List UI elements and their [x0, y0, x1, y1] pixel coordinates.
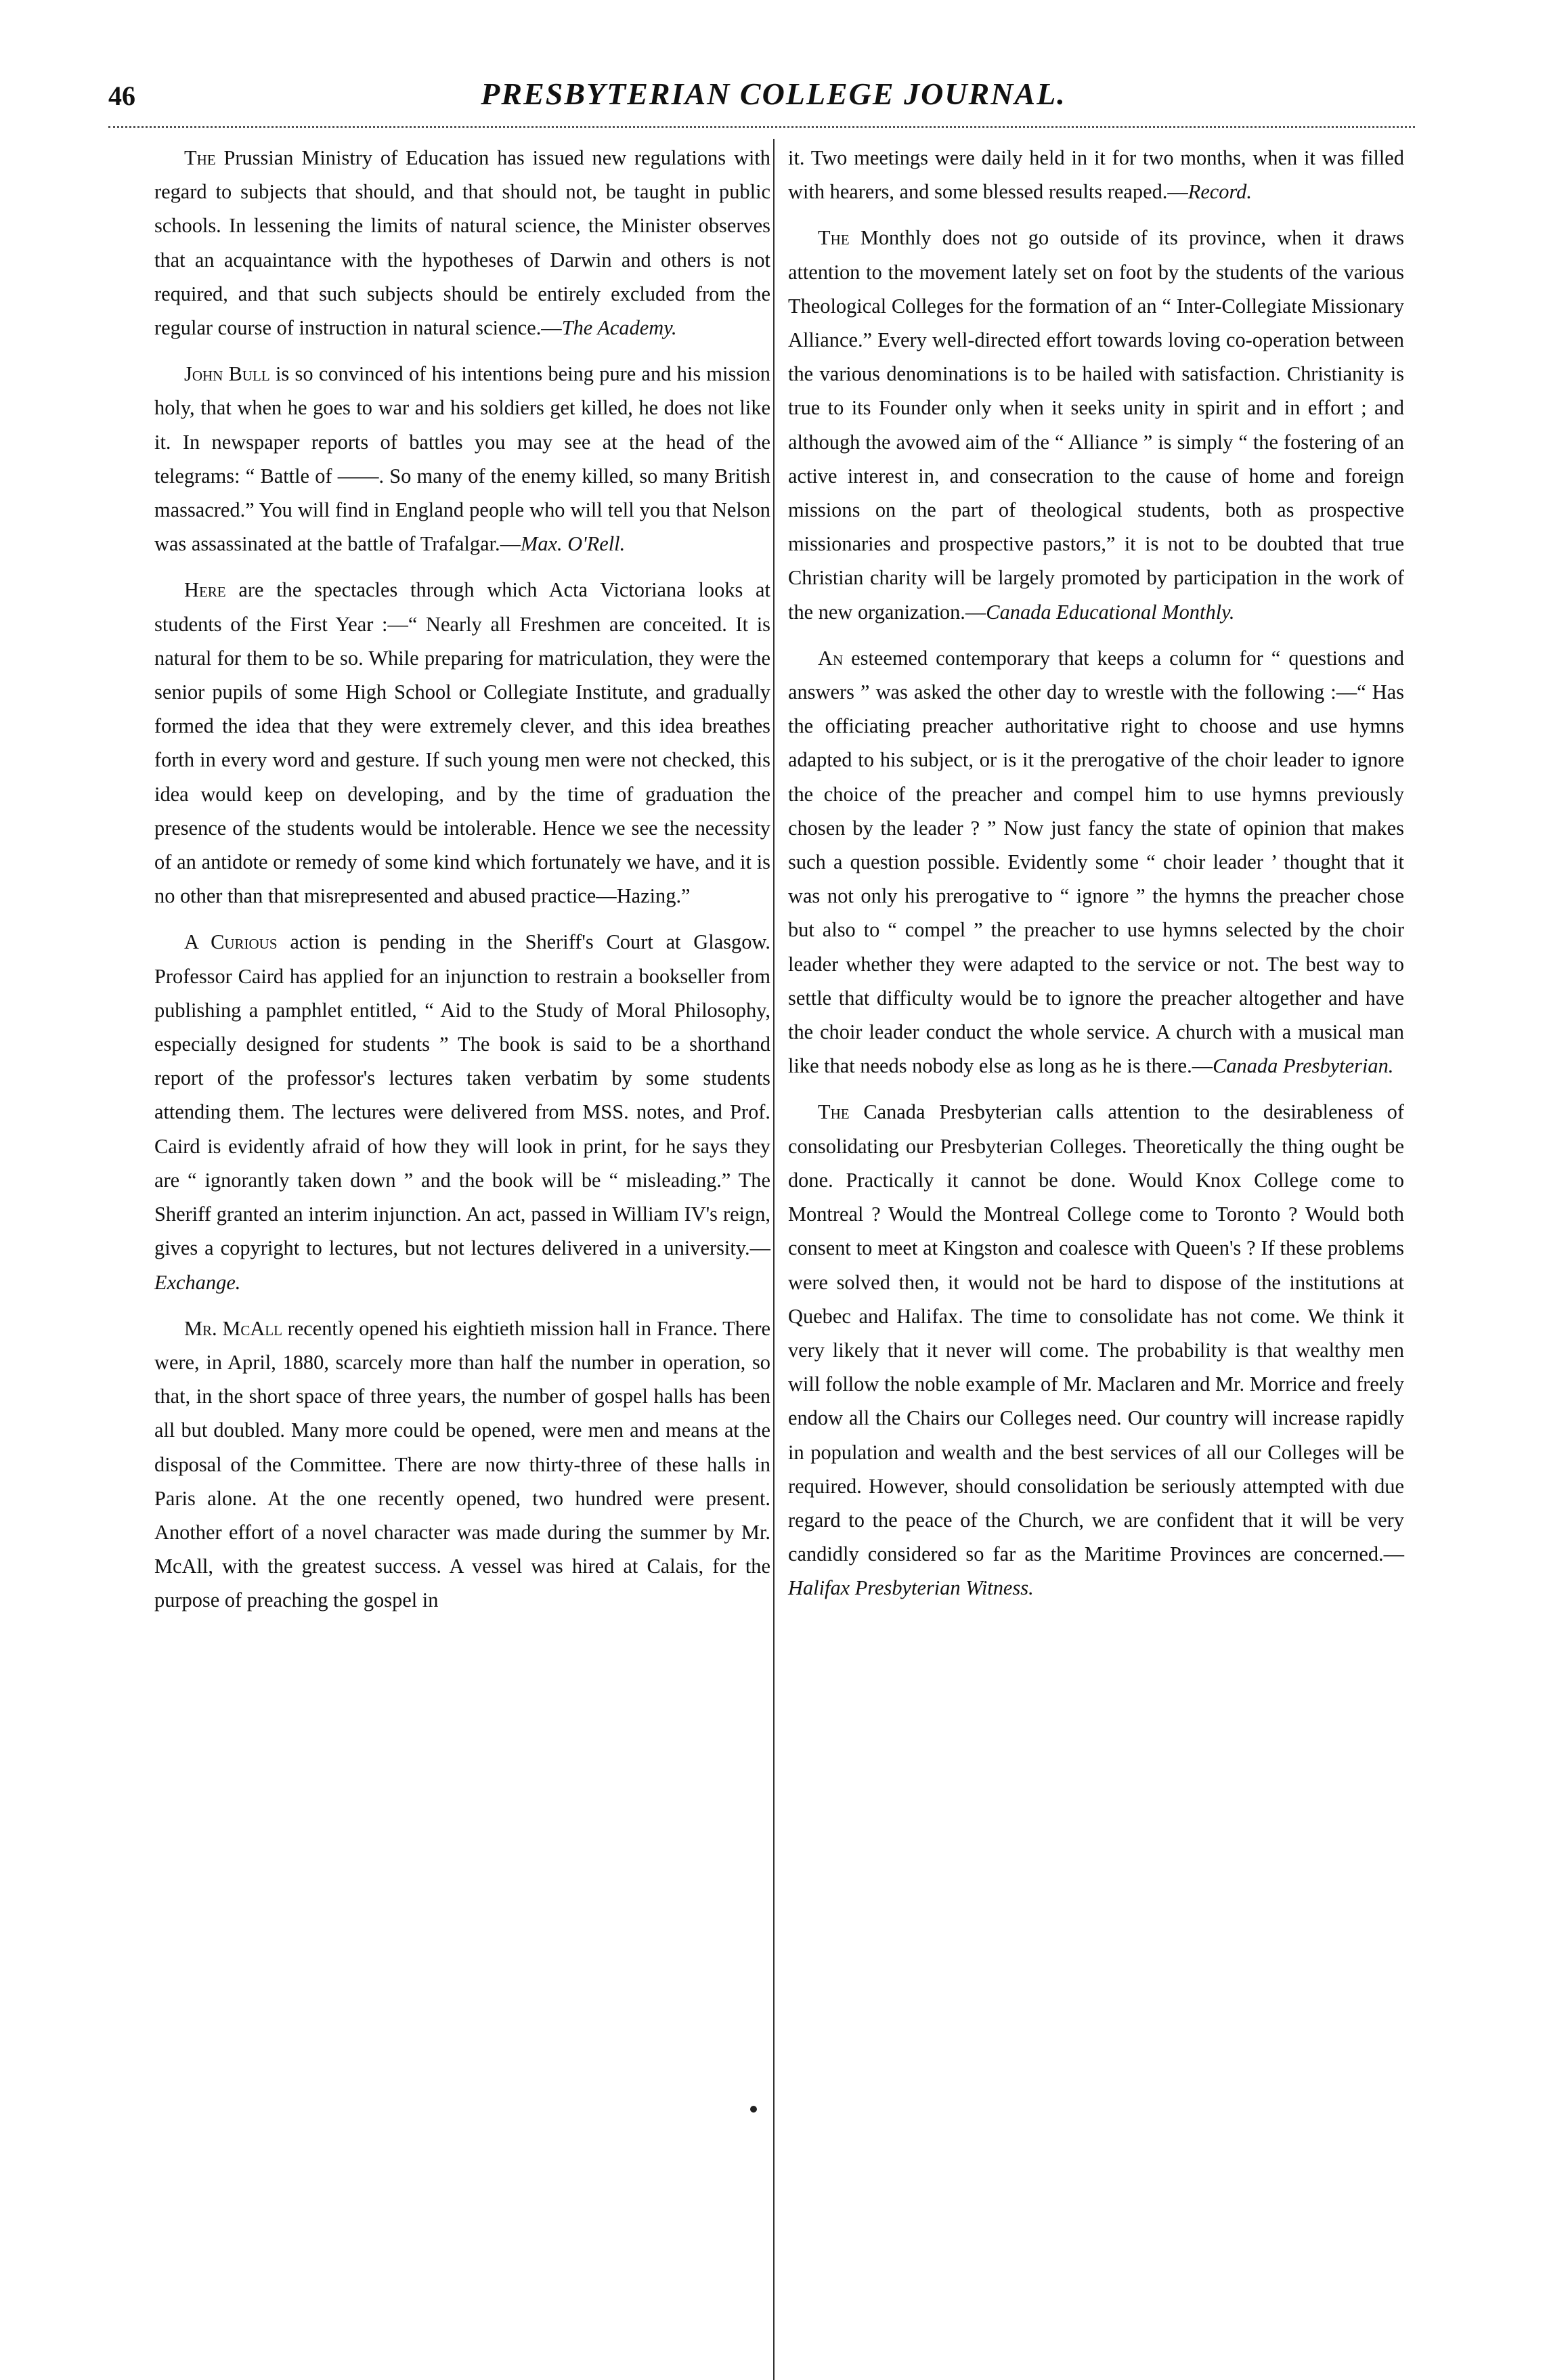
printer-mark-dot: [750, 2106, 757, 2113]
article-source: Exchange.: [154, 1270, 241, 1294]
article-body: it. Two meetings were daily held in it for two months, when it was filled with hearers, and some blessed results reaped.—: [788, 146, 1404, 204]
lead-word: Mr. McAll: [184, 1316, 282, 1340]
header-rule: [108, 126, 1415, 128]
article-missionary-alliance: [788, 221, 1404, 628]
page-number: 46: [108, 81, 135, 111]
article-body: esteemed contemporary that keeps a column for “ questions and answers ” was asked the other day to wrestle with the following :—“ Has the officiating preacher authoritative right to choose and use hymns adapted to his subject, or is it the prerogative of the choir leader to ignore the choice of the preacher and compel him to use hymns previously chosen by the leader ? ” Now just fancy the state of opinion that makes such a question possible. Evidently some “ choir leader ’ thought that it was not only his prerogative to “ ignore ” the hymns the preacher chose but also to “ compel ” the preacher to use hymns selected by the choir leader whether they were adapted to the service or not. The best way to settle that difficulty would be to ignore the preacher altogether and have the choir leader conduct the whole service. A church with a musical man like that needs nobody else as long as he is there.—: [788, 646, 1404, 1078]
lead-word: An: [818, 646, 844, 670]
article-body: is so convinced of his intentions being pure and his mission holy, that when he goes to war and his soldiers get killed, he does not like it. In newspaper reports of battles you may see at the head of the telegrams: “ Battle of ——. So many of the enemy killed, so many British massacred.” You will find in England people who will tell you that Nelson was assassinated at the battle of Trafalgar.—: [154, 362, 771, 556]
right-column: [788, 141, 1404, 1618]
article-body: are the spectacles through which Acta Victoriana looks at students of the First Year :—“ Nearly all Freshmen are conceited. It is natural for them to be so. While preparing for matriculation, they were the senior pupils of some High School or Collegiate Institute, and gradually formed the idea that they were extremely clever, and this idea breathes forth in every word and gesture. If such young men were not checked, this idea would keep on developing, and by the time of graduation the presence of the students would be intolerable. Hence we see the necessity of an antidote or remedy of some kind which fortunately we have, and it is no other than that misrepresented and abused practice—Hazing.”: [154, 578, 770, 908]
article-body: recently opened his eightieth mission hall in France. There were, in April, 1880, scarcely more than half the number in operation, so that, in the short space of three years, the number of gospel halls has been all but doubled. Many more could be opened, were men and means at the disposal of the Committee. There are now thirty-three of these halls in Paris alone. At the one recently opened, two hundred were present. Another effort of a novel character was made during the summer by Mr. McAll, with the greatest success. A vessel was hired at Calais, for the purpose of preaching the gospel in: [154, 1316, 770, 1612]
article-hazing: [154, 573, 770, 913]
article-body: Monthly does not go outside of its province, when it draws attention to the movement lately set on foot by the students of the various Theological Colleges for the formation of an “ Inter-Collegiate Missionary Alliance.” Every well-directed effort towards loving co-operation between the various denominations is to be hailed with satisfaction. Christianity is true to its Founder only when it seeks unity in spirit and in effort ; and although the avowed aim of the “ Alliance ” is simply “ the fostering of an active interest in, and consecration to the cause of home and foreign missions on the part of theological students, both as prospective missionaries and prospective pastors,” it is not to be doubted that true Christian charity will be largely promoted by participation in the work of the new organization.—: [788, 226, 1404, 624]
article-body: Canada Presbyterian calls attention to the desirableness of consolidating our Presbyterian Colleges. Theoretically the thing ought be done. Practically it cannot be done. Would Knox College come to Montreal ? Would the Montreal College come to Toronto ? Would both consent to meet at Kingston and coalesce with Queen's ? If these problems were solved then, it would not be hard to dispose of the institutions at Quebec and Halifax. The time to consolidate has not come. We think it very likely that it never will come. The probability is that wealthy men will follow the noble example of Mr. Maclaren and Mr. Morrice and freely endow all the Chairs our Colleges need. Our country will increase rapidly in population and wealth and the best services of all our Colleges will be required. However, should consolidation be seriously attempted with due regard to the peace of the Church, we are confident that it will be very candidly considered so far as the Maritime Provinces are concerned.—: [788, 1100, 1404, 1566]
running-head-title: PRESBYTERIAN COLLEGE JOURNAL.: [481, 77, 1066, 111]
article-sheriffs-court: [154, 925, 770, 1299]
article-john-bull: [154, 357, 770, 561]
article-body: Prussian Ministry of Education has issued new regulations with regard to subjects that should, and that should not, be taught in public schools. In lessening the limits of natural science, the Minister observes that an acquaintance with the hypotheses of Darwin and others is not required, and that such subjects should be entirely excluded from the regular course of instruction in natural science.—: [154, 146, 770, 340]
article-source: Record.: [1188, 180, 1252, 204]
article-mcall-mission: [154, 1312, 770, 1618]
article-source: Canada Presbyterian.: [1213, 1054, 1394, 1078]
article-body: action is pending in the Sheriff's Court at Glasgow. Professor Caird has applied for an injunction to restrain a bookseller from publishing a pamphlet entitled, “ Aid to the Study of Moral Philosophy, especially designed for students ” The book is said to be a shorthand report of the professor's lectures taken verbatim by some students attending them. The lectures were delivered from MSS. notes, and Prof. Caird is evidently afraid of how they will look in print, for he says they are “ ignorantly taken down ” and the book will be “ misleading.” The Sheriff granted an interim injunction. An act, passed in William IV's reign, gives a copyright to lectures, but not lectures delivered in a university.—: [154, 930, 770, 1260]
article-prussian-ministry: [154, 141, 770, 345]
article-choir-leader: [788, 641, 1404, 1083]
article-mcall-continued: [788, 141, 1404, 209]
lead-word: John Bull: [184, 362, 270, 386]
lead-word: The: [818, 1100, 850, 1124]
left-column: [154, 141, 770, 1630]
article-source: Halifax Presbyterian Witness.: [788, 1576, 1034, 1600]
article-consolidation: [788, 1095, 1404, 1605]
lead-word: The: [184, 146, 216, 169]
lead-word: A Curious: [184, 930, 278, 954]
lead-word: The: [818, 226, 850, 250]
article-source: Canada Educational Monthly.: [986, 600, 1235, 624]
article-source: The Academy.: [561, 316, 677, 340]
column-divider: [773, 139, 775, 2380]
article-source: Max. O'Rell.: [521, 532, 626, 556]
lead-word: Here: [184, 578, 226, 602]
